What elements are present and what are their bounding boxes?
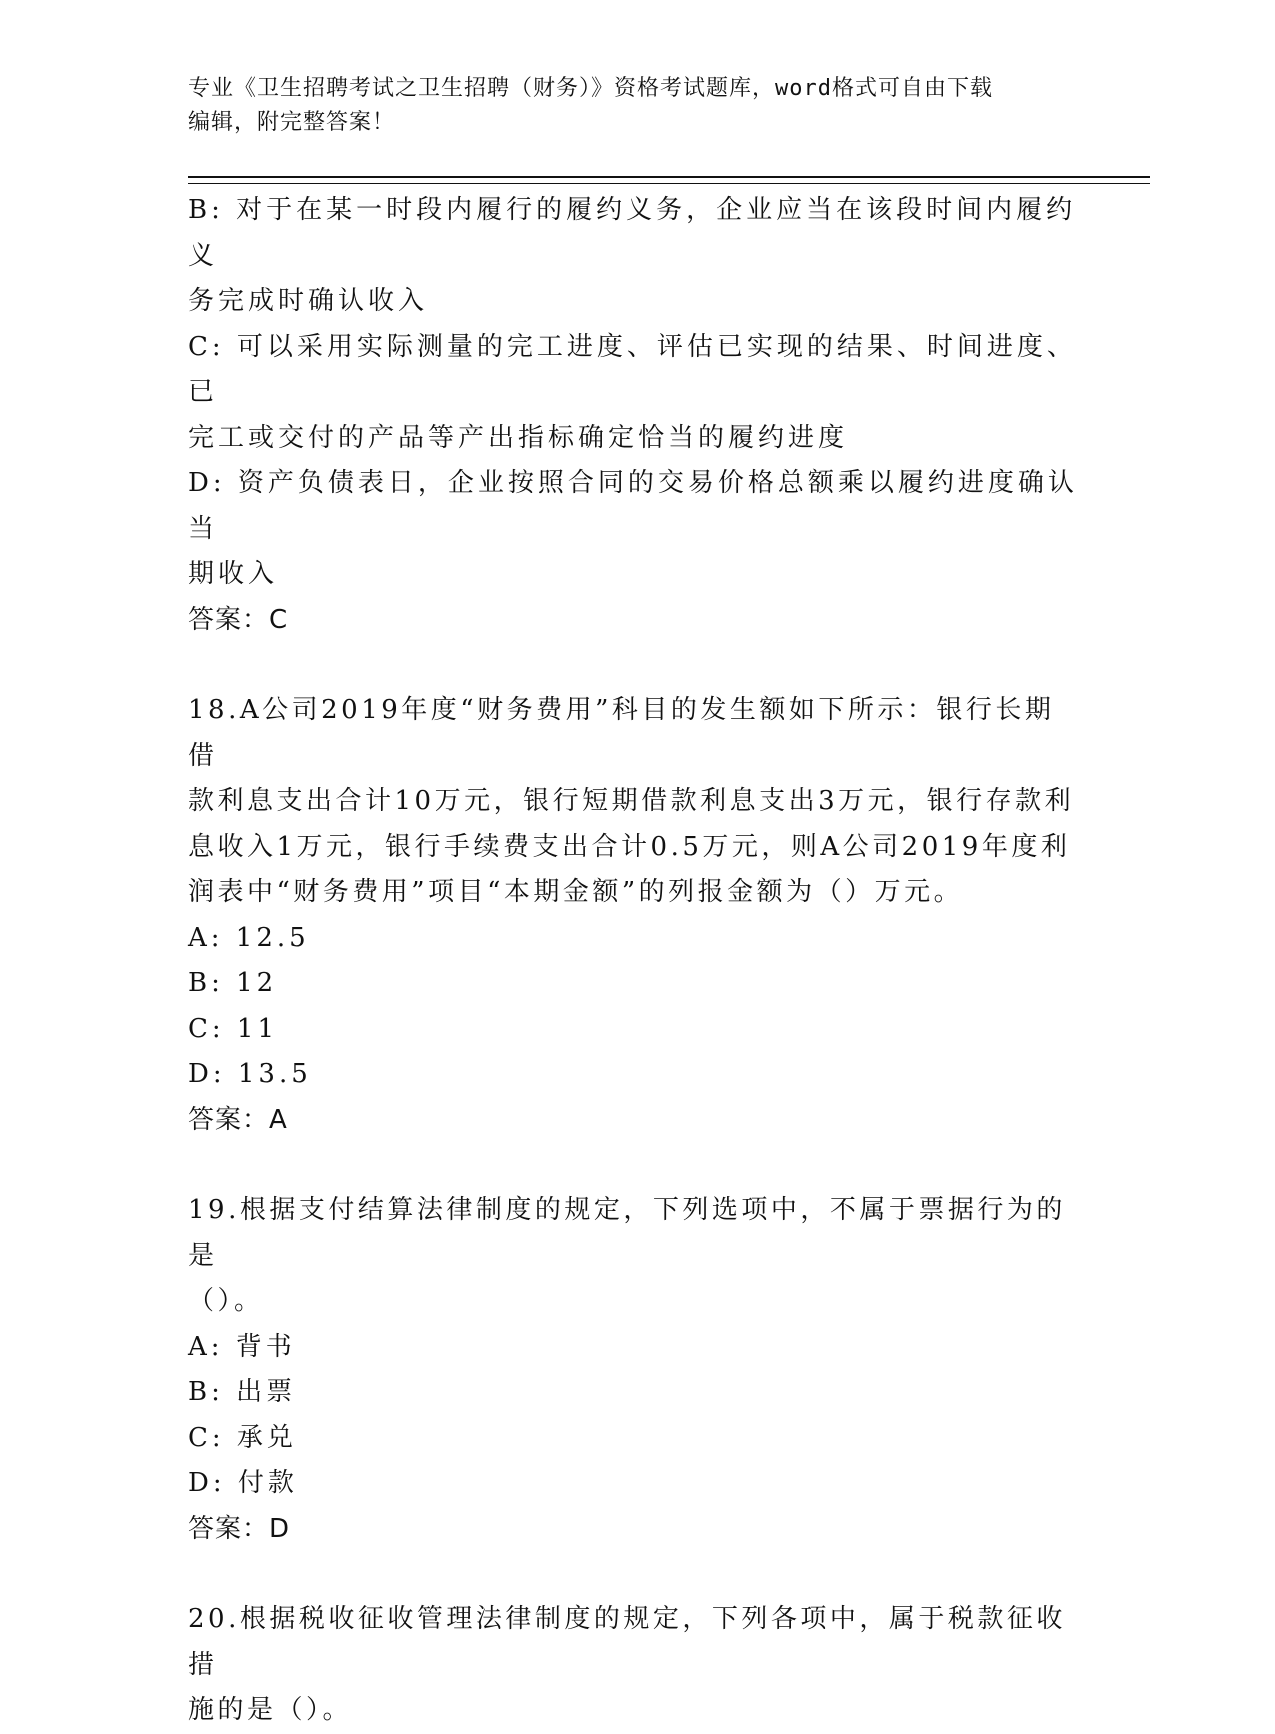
q19-option-a: A: 背书 — [188, 1331, 296, 1362]
q18-option-c: C: 11 — [188, 1013, 279, 1044]
question-20 — [188, 1597, 1078, 1734]
question-content — [188, 188, 1078, 1734]
q19-answer: 答案：D — [188, 1513, 291, 1544]
q19-option-c: C: 承兑 — [188, 1422, 297, 1453]
q19-stem-line: （）。 — [188, 1286, 264, 1316]
document-header — [188, 72, 1068, 140]
header-rule-thin — [188, 183, 1150, 184]
q18-option-a: A: 12.5 — [188, 922, 310, 953]
q17-option-line: 完工或交付的产品等产出指标确定恰当的履约进度 — [188, 422, 849, 453]
q18-answer: 答案：A — [188, 1104, 288, 1135]
q17-option-line: 务完成时确认收入 — [188, 286, 429, 316]
q17-answer: 答案：C — [188, 604, 289, 635]
question-17 — [188, 188, 1078, 643]
header-line-1: 专业《卫生招聘考试之卫生招聘（财务）》资格考试题库，word格式可自由下载 — [188, 76, 993, 101]
q18-option-b: B: 12 — [188, 968, 278, 998]
header-rule-thick — [188, 176, 1150, 178]
q19-option-b: B: 出票 — [188, 1377, 297, 1407]
q19-stem-line: 19.根据支付结算法律制度的规定，下列选项中，不属于票据行为的是 — [188, 1195, 1066, 1271]
q18-option-d: D: 13.5 — [188, 1059, 312, 1089]
q17-option-line: C: 可以采用实际测量的完工进度、评估已实现的结果、时间进度、已 — [188, 331, 1077, 407]
q20-stem-line: 施的是（）。 — [188, 1695, 353, 1725]
q17-option-line: D: 资产负债表日，企业按照合同的交易价格总额乘以履约进度确认当 — [188, 468, 1078, 544]
q18-stem-line: 18.A公司2019年度“财务费用”科目的发生额如下所示：银行长期借 — [188, 695, 1055, 771]
q19-option-d: D: 付款 — [188, 1468, 298, 1498]
q17-option-line: B: 对于在某一时段内履行的履约义务，企业应当在该段时间内履约义 — [188, 195, 1077, 271]
q20-stem-line: 20.根据税收征收管理法律制度的规定，下列各项中，属于税款征收措 — [188, 1604, 1066, 1680]
q18-stem-line: 息收入1万元，银行手续费支出合计0.5万元，则A公司2019年度利 — [188, 831, 1071, 862]
question-18 — [188, 688, 1078, 1143]
question-19 — [188, 1188, 1078, 1552]
q18-stem-line: 款利息支出合计10万元，银行短期借款利息支出3万元，银行存款利 — [188, 786, 1075, 816]
header-line-2: 编辑，附完整答案！ — [188, 110, 396, 135]
q18-stem-line: 润表中“财务费用”项目“本期金额”的列报金额为（）万元。 — [188, 877, 964, 907]
q17-option-line: 期收入 — [188, 559, 279, 589]
